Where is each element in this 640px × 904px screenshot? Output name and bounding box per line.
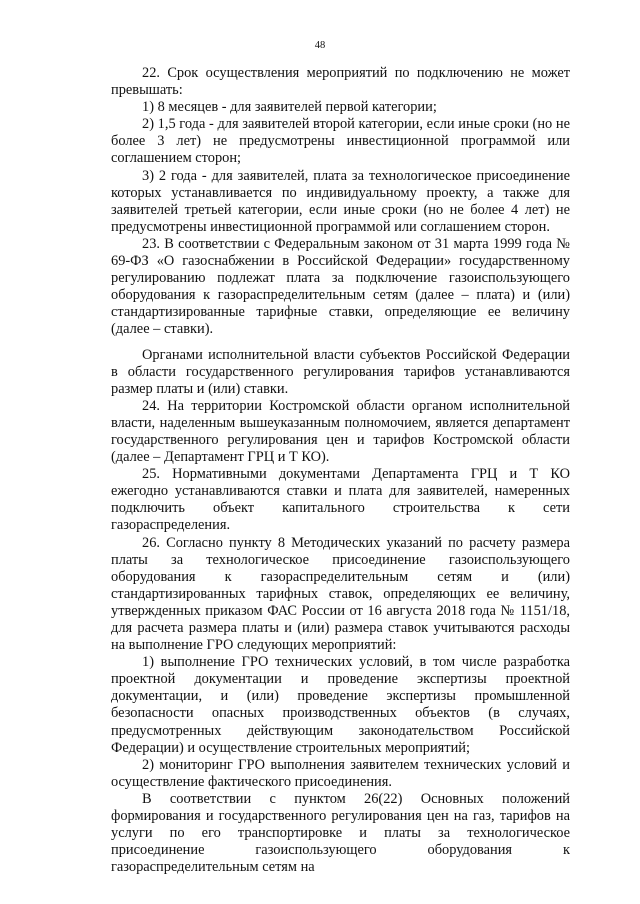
paragraph-22-item-1: 1) 8 месяцев - для заявителей первой категории; — [142, 99, 437, 116]
paragraph-22: 22. Срок осуществления мероприятий по подключению не может превышать: — [111, 65, 570, 99]
paragraph-26: 26. Согласно пункту 8 Методических указаний по расчету размера платы за технологическое присоединение газоиспользующего оборудования к газораспределительным сетям и (или) стандартизированных тарифных ставок, определяющих ее величину, утвержденных приказом ФАС России от 16 августа 2018 года № 1151/18, для расчета размера платы и (или) размера ставок учитываются расходы на выполнение ГРО следующих мероприятий: — [111, 534, 570, 654]
document-body — [111, 65, 570, 876]
paragraph-basic-provisions: В соответствии с пунктом 26(22) Основных положений формирования и государственного регулирования цен на газ, тарифов на услуги по его транспортировке и платы за технологическое присоединение газоиспользующего оборудования к газораспределительным сетям на — [111, 790, 570, 876]
paragraph-26-item-2: 2) мониторинг ГРО выполнения заявителем технических условий и осуществление фактического присоединения. — [111, 756, 570, 790]
paragraph-23: 23. В соответствии с Федеральным законом от 31 марта 1999 года № 69-ФЗ «О газоснабжении в Российской Федерации» государственному регулированию подлежат плата за подключение газоиспользующего оборудования к газораспределительным сетям (далее – плата) и (или) стандартизированные тарифные ставки, определяющие ее величину (далее – ставки). — [111, 235, 570, 338]
paragraph-22-item-2: 2) 1,5 года - для заявителей второй категории, если иные сроки (но не более 3 лет) не предусмотрены инвестиционной программой или соглашением сторон; — [111, 116, 570, 167]
page-number: 48 — [314, 40, 326, 51]
paragraph-24: 24. На территории Костромской области органом исполнительной власти, наделенным вышеуказанным полномочием, является департамент государственного регулирования цен и тарифов Костромской области (далее – Департамент ГРЦ и Т КО). — [111, 397, 570, 466]
paragraph-26-item-1: 1) выполнение ГРО технических условий, в том числе разработка проектной документации и проведение экспертизы проектной документации, и (или) проведение экспертизы промышленной безопасности опасных производственных объектов (в случаях, предусмотренных действующим законодательством Российской Федерации) и осуществление строительных мероприятий; — [111, 654, 570, 756]
paragraph-22-item-3: 3) 2 года - для заявителей, плата за технологическое присоединение которых устанавливается по индивидуальному проекту, а также для заявителей третьей категории, если иные сроки (но не более 4 лет) не предусмотрены инвестиционной программой или соглашением сторон. — [111, 167, 570, 235]
paragraph-23-continued: Органами исполнительной власти субъектов Российской Федерации в области государственного регулирования тарифов устанавливаются размер платы и (или) ставки. — [111, 346, 570, 397]
paragraph-25: 25. Нормативными документами Департамента ГРЦ и Т КО ежегодно устанавливаются ставки и плата для заявителей, намеренных подключить объект капитального строительства к сети газораспределения. — [111, 466, 570, 534]
